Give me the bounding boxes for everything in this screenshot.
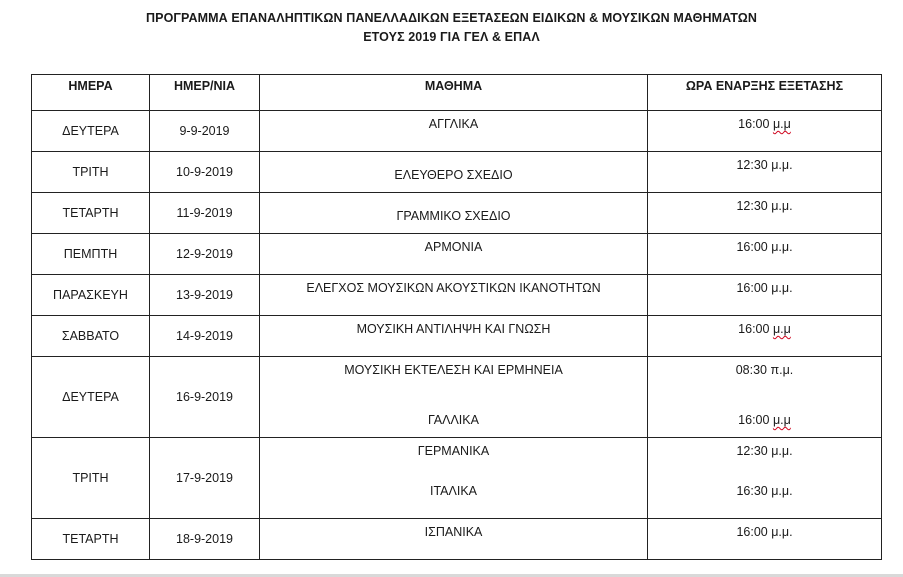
subject-cell bbox=[260, 152, 648, 193]
time-value: 16:00 bbox=[738, 413, 770, 427]
time-suffix: μ.μ. bbox=[771, 525, 793, 539]
start-time bbox=[648, 478, 881, 518]
start-time bbox=[648, 152, 881, 192]
table-row bbox=[32, 519, 882, 560]
time-value: 16:30 bbox=[736, 484, 768, 498]
subject-name: ΕΛΕΥΘΕΡΟ ΣΧΕΔΙΟ bbox=[394, 168, 513, 182]
subject-cell bbox=[260, 357, 648, 438]
day-cell: ΤΡΙΤΗ bbox=[32, 438, 150, 519]
time-value: 16:00 bbox=[738, 117, 770, 131]
table-row bbox=[32, 316, 882, 357]
table-row bbox=[32, 234, 882, 275]
document-title: ΠΡΟΓΡΑΜΜΑ ΕΠΑΝΑΛΗΠΤΙΚΩΝ ΠΑΝΕΛΛΑΔΙΚΩΝ ΕΞΕΤΑΣΕΩΝ ΕΙΔΙΚΩΝ & ΜΟΥΣΙΚΩΝ ΜΑΘΗΜΑΤΩΝ bbox=[146, 11, 757, 25]
start-time-cell bbox=[648, 316, 882, 357]
time-value: 16:00 bbox=[736, 240, 768, 254]
subject-name: ΜΟΥΣΙΚΗ ΕΚΤΕΛΕΣΗ ΚΑΙ ΕΡΜΗΝΕΙΑ bbox=[344, 363, 563, 377]
header-date: ΗΜΕΡ/ΝΙΑ bbox=[150, 75, 260, 111]
start-time bbox=[648, 234, 881, 274]
start-time bbox=[648, 111, 881, 151]
day-cell: ΤΕΤΑΡΤΗ bbox=[32, 519, 150, 560]
time-value: 16:00 bbox=[736, 525, 768, 539]
table-header-row bbox=[32, 75, 882, 111]
day-cell: ΤΕΤΑΡΤΗ bbox=[32, 193, 150, 234]
time-value: 08:30 bbox=[735, 363, 767, 377]
date-cell: 12-9-2019 bbox=[150, 234, 260, 275]
subject-name: ΜΟΥΣΙΚΗ ΑΝΤΙΛΗΨΗ ΚΑΙ ΓΝΩΣΗ bbox=[356, 322, 551, 336]
date-cell: 13-9-2019 bbox=[150, 275, 260, 316]
time-suffix: μ.μ. bbox=[771, 281, 793, 295]
subject-cell bbox=[260, 519, 648, 560]
start-time bbox=[648, 275, 881, 315]
start-time-cell bbox=[648, 357, 882, 438]
day-cell: ΠΑΡΑΣΚΕΥΗ bbox=[32, 275, 150, 316]
time-suffix: μ.μ. bbox=[771, 484, 793, 498]
start-time bbox=[648, 357, 881, 397]
subject-name: ΙΣΠΑΝΙΚΑ bbox=[424, 525, 483, 539]
time-suffix: μ.μ bbox=[772, 322, 791, 336]
start-time bbox=[648, 438, 881, 478]
subject-name: ΕΛΕΓΧΟΣ ΜΟΥΣΙΚΩΝ ΑΚΟΥΣΤΙΚΩΝ ΙΚΑΝΟΤΗΤΩΝ bbox=[306, 281, 601, 295]
subject-name: ΓΡΑΜΜΙΚΟ ΣΧΕΔΙΟ bbox=[396, 209, 511, 223]
header-day: ΗΜΕΡΑ bbox=[32, 75, 150, 111]
subject-cell bbox=[260, 111, 648, 152]
table-row bbox=[32, 111, 882, 152]
subject-name: ΑΡΜΟΝΙΑ bbox=[424, 240, 483, 254]
subject-name: ΓΕΡΜΑΝΙΚΑ bbox=[417, 444, 490, 458]
time-value: 16:00 bbox=[738, 322, 770, 336]
day-cell: ΔΕΥΤΕΡΑ bbox=[32, 111, 150, 152]
start-time-cell bbox=[648, 234, 882, 275]
start-time-cell bbox=[648, 193, 882, 234]
subject-cell bbox=[260, 275, 648, 316]
time-suffix: μ.μ bbox=[772, 413, 791, 427]
time-suffix: μ.μ. bbox=[771, 240, 793, 254]
start-time-cell bbox=[648, 519, 882, 560]
date-cell: 17-9-2019 bbox=[150, 438, 260, 519]
time-value: 16:00 bbox=[736, 281, 768, 295]
day-cell: ΤΡΙΤΗ bbox=[32, 152, 150, 193]
time-suffix: μ.μ. bbox=[771, 158, 793, 172]
start-time-cell bbox=[648, 438, 882, 519]
subject-cell bbox=[260, 316, 648, 357]
subject-name: ΓΑΛΛΙΚΑ bbox=[428, 413, 479, 427]
date-cell: 10-9-2019 bbox=[150, 152, 260, 193]
table-row bbox=[32, 275, 882, 316]
day-cell: ΣΑΒΒΑΤΟ bbox=[32, 316, 150, 357]
date-cell: 14-9-2019 bbox=[150, 316, 260, 357]
subject-name: ΑΓΓΛΙΚΑ bbox=[428, 117, 479, 131]
start-time bbox=[648, 519, 881, 559]
header-subject: ΜΑΘΗΜΑ bbox=[260, 75, 648, 111]
start-time-cell bbox=[648, 275, 882, 316]
time-suffix: μ.μ bbox=[772, 117, 791, 131]
start-time-cell bbox=[648, 152, 882, 193]
date-cell: 18-9-2019 bbox=[150, 519, 260, 560]
date-cell: 11-9-2019 bbox=[150, 193, 260, 234]
exam-schedule-table bbox=[31, 74, 882, 560]
table-row bbox=[32, 357, 882, 438]
table-row bbox=[32, 193, 882, 234]
table-row bbox=[32, 152, 882, 193]
time-suffix: μ.μ. bbox=[771, 199, 793, 213]
time-value: 12:30 bbox=[736, 199, 768, 213]
time-suffix: μ.μ. bbox=[771, 444, 793, 458]
time-value: 12:30 bbox=[736, 158, 768, 172]
start-time bbox=[648, 397, 881, 437]
subject-cell bbox=[260, 234, 648, 275]
day-cell: ΔΕΥΤΕΡΑ bbox=[32, 357, 150, 438]
time-value: 12:30 bbox=[736, 444, 768, 458]
table-row bbox=[32, 438, 882, 519]
start-time bbox=[648, 316, 881, 356]
subject-cell bbox=[260, 193, 648, 234]
subject-cell bbox=[260, 438, 648, 519]
date-cell: 9-9-2019 bbox=[150, 111, 260, 152]
day-cell: ΠΕΜΠΤΗ bbox=[32, 234, 150, 275]
time-suffix: π.μ. bbox=[770, 363, 794, 377]
subject-name: ΙΤΑΛΙΚΑ bbox=[429, 484, 477, 498]
header-time: ΩΡΑ ΕΝΑΡΞΗΣ ΕΞΕΤΑΣΗΣ bbox=[648, 75, 882, 111]
start-time-cell bbox=[648, 111, 882, 152]
date-cell: 16-9-2019 bbox=[150, 357, 260, 438]
start-time bbox=[648, 193, 881, 233]
document-subtitle: ΕΤΟΥΣ 2019 ΓΙΑ ΓΕΛ & ΕΠΑΛ bbox=[363, 30, 540, 44]
